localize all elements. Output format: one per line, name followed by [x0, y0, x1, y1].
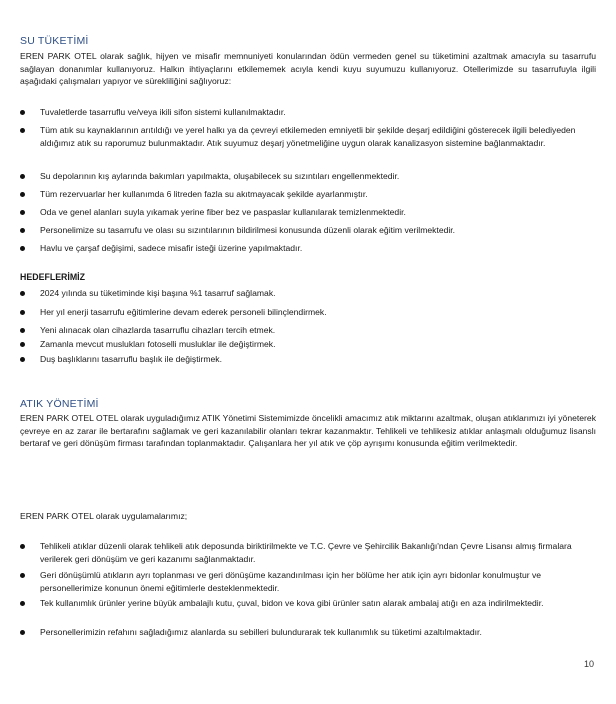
bullet-icon — [20, 573, 25, 578]
list-item: Geri dönüşümlü atıkların ayrı toplanması ve geri dönüşüme kazandırılması için her bölüme her atık için ayrı bidonlar konulmuştur ve personellerimize konunun önemi eğitimlerle desteklenmektedir. — [20, 569, 596, 594]
bullet-icon — [20, 246, 25, 251]
list-item: Personelimize su tasarrufu ve olası su sızıntılarının bildirilmesi konusunda düzenli olarak eğitim verilmektedir. — [20, 224, 596, 237]
list-item: Tek kullanımlık ürünler yerine büyük ambalajlı kutu, çuval, bidon ve kova gibi ürünler satın alarak ambalaj atığı en aza indirilmektedir. — [20, 597, 596, 610]
list-item: Oda ve genel alanları suyla yıkamak yerine fiber bez ve paspaslar kullanılarak temizlenmektedir. — [20, 206, 596, 219]
bullet-icon — [20, 210, 25, 215]
bullet-icon — [20, 601, 25, 606]
bullet-icon — [20, 174, 25, 179]
list-item: Su depolarının kış aylarında bakımları yapılmakta, oluşabilecek su sızıntıları engellenmektedir. — [20, 170, 596, 183]
bullet-icon — [20, 342, 25, 347]
bullet-icon — [20, 291, 25, 296]
list-item: Tüm atık su kaynaklarının arıtıldığı ve yerel halkı ya da çevreyi etkilemeden emniyetli bir şekilde deşarj edildiğini gösterecek ilgili belediyeden aldığımız atık su raporumuz bulunmaktadır. Atık suyumuz deşarj yönetmeliğine uygun olarak kanalizasyon sistemine bağlanmaktadır. — [20, 124, 596, 149]
bullet-icon — [20, 357, 25, 362]
bullet-icon — [20, 192, 25, 197]
list-item: Her yıl enerji tasarrufu eğitimlerine devam ederek personeli bilinçlendirmek. — [20, 306, 596, 319]
list-item: Duş başlıklarını tasarruflu başlık ile değiştirmek. — [20, 353, 596, 366]
list-item: Zamanla mevcut muslukları fotoselli musluklar ile değiştirmek. — [20, 338, 596, 351]
bullet-icon — [20, 544, 25, 549]
list-item: Tuvaletlerde tasarruflu ve/veya ikili sifon sistemi kullanılmaktadır. — [20, 106, 596, 119]
section-title-waste: ATIK YÖNETİMİ — [20, 398, 99, 410]
list-item: Havlu ve çarşaf değişimi, sadece misafir isteği üzerine yapılmaktadır. — [20, 242, 596, 255]
list-item: Personellerimizin refahını sağladığımız alanlarda su sebilleri bulundurarak tek kullanımlık su tüketimi azaltılmaktadır. — [20, 626, 596, 639]
list-item: Tehlikeli atıklar düzenli olarak tehlikeli atık deposunda biriktirilmekte ve T.C. Çevre ve Şehircilik Bakanlığı'ndan Çevre Lisansı almış firmalara verilerek geri dönüşüm ve geri kazanımı sağlanmaktadır. — [20, 540, 596, 565]
section-title-water: SU TÜKETİMİ — [20, 35, 89, 47]
bullet-icon — [20, 630, 25, 635]
bullet-icon — [20, 228, 25, 233]
list-item: Yeni alınacak olan cihazlarda tasarruflu cihazları tercih etmek. — [20, 324, 596, 337]
bullet-icon — [20, 110, 25, 115]
bullet-icon — [20, 128, 25, 133]
water-intro-paragraph: EREN PARK OTEL olarak sağlık, hijyen ve misafir memnuniyeti konularından ödün vermeden genel su tüketimini azaltmak amacıyla su tasarrufu sağlayan donanımlar kullanıyoruz. Halkın ihtiyaçlarını etkilememek acıyla kendi kuyu suyumuzu kullanıyoruz. Otellerimizde su tasarrufuyla ilgili aşağıdaki çalışmaları yapıyor ve sürekliliğini sağlıyoruz: — [20, 51, 596, 87]
list-item: Tüm rezervuarlar her kullanımda 6 litreden fazla su akıtmayacak şekilde ayarlanmıştır. — [20, 188, 596, 201]
practices-heading: EREN PARK OTEL olarak uygulamalarımız; — [20, 511, 188, 521]
list-item: 2024 yılında su tüketiminde kişi başına %1 tasarruf sağlamak. — [20, 287, 596, 300]
bullet-icon — [20, 328, 25, 333]
page-number: 10 — [583, 659, 594, 669]
goals-heading: HEDEFLERİMİZ — [20, 272, 85, 282]
waste-intro-paragraph: EREN PARK OTEL OTEL olarak uyguladığımız ATIK Yönetimi Sistemimizde öncelikli amacımız atık miktarını azaltmak, oluşan atıklarımızı iyi yöneterek çevreye en az zarar ile bertarafını sağlamak ve geri kazanılabilir olanları tekrar kazanmaktır. Tehlikeli ve tehlikesiz atıklar anlaşmalı olduğumuz lisanslı bertaraf ve geri dönüşüm firması tarafından toplanmaktadır. Çalışanlara her yıl atık ve çöp ayrışımı konusunda eğitim verilmektedir. — [20, 413, 596, 449]
bullet-icon — [20, 310, 25, 315]
